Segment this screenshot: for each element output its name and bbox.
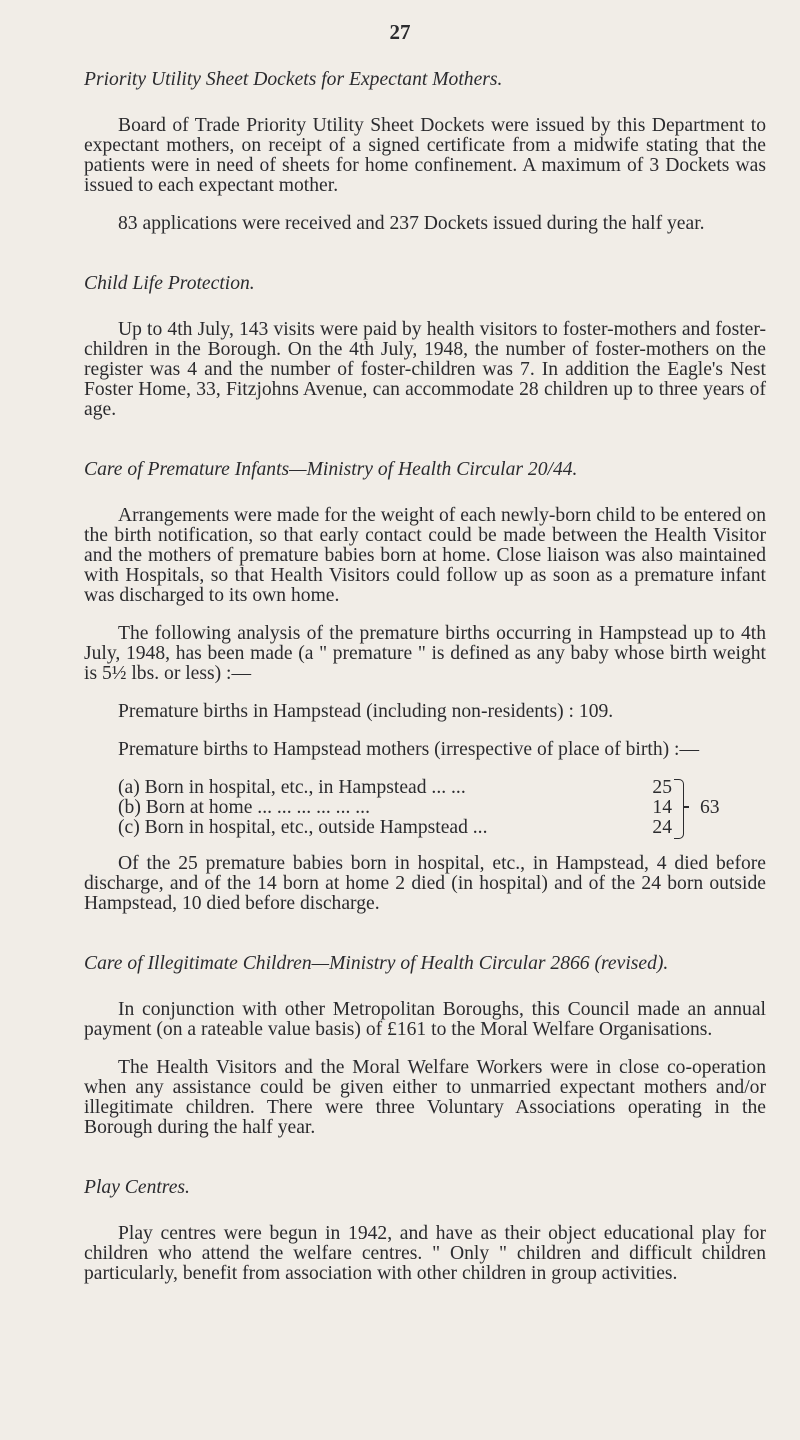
- paragraph: Premature births to Hampstead mothers (irrespective of place of birth) :—: [118, 739, 700, 760]
- list-item-value: 24: [652, 817, 672, 838]
- paragraph: The Health Visitors and the Moral Welfare Workers were in close co-operation when any assistance could be given either to unmarried expectant mothers and/or illegitimate children. There were three Voluntary Associations operating in the Borough during the half year.: [84, 1057, 766, 1138]
- list-item: [118, 798, 766, 818]
- list-item-label: (a) Born in hospital, etc., in Hampstead ... ...: [118, 777, 466, 798]
- list-item-label: (b) Born at home ... ... ... ... ... ...: [118, 797, 370, 818]
- paragraph: The following analysis of the premature births occurring in Hampstead up to 4th July, 1948, has been made (a " premature " is defined as any baby whose birth weight is 5½ lbs. or less) :—: [84, 623, 766, 684]
- premature-births-list: [118, 778, 766, 838]
- heading-premature: Care of Premature Infants—Ministry of Health Circular 20/44.: [84, 459, 578, 480]
- page-number: 27: [389, 20, 411, 44]
- page-content: [84, 70, 766, 1302]
- paragraph: Arrangements were made for the weight of each newly-born child to be entered on the birth notification, so that early contact could be made between the Health Visitor and the mothers of premature babies born at home. Close liaison was also maintained with Hospitals, so that Health Visitors could follow up as soon as a premature infant was discharged to its own home.: [84, 505, 766, 606]
- paragraph: Board of Trade Priority Utility Sheet Dockets were issued by this Department to expectant mothers, on receipt of a signed certificate from a midwife stating that the patients were in need of sheets for home confinement. A maximum of 3 Dockets was issued to each expectant mother.: [84, 115, 766, 196]
- list-item-label: (c) Born in hospital, etc., outside Hampstead ...: [118, 817, 488, 838]
- heading-child-life: Child Life Protection.: [84, 273, 255, 294]
- paragraph: Play centres were begun in 1942, and have as their object educational play for children who attend the welfare centres. " Only " children and difficult children particularly, benefit from association with other children in group activities.: [84, 1223, 766, 1284]
- heading-play-centres: Play Centres.: [84, 1177, 190, 1198]
- list-item: [118, 778, 766, 798]
- heading-dockets: Priority Utility Sheet Dockets for Expectant Mothers.: [84, 69, 503, 90]
- paragraph: Up to 4th July, 143 visits were paid by health visitors to foster-mothers and foster-children in the Borough. On the 4th July, 1948, the number of foster-mothers on the register was 4 and the number of foster-children was 7. In addition the Eagle's Nest Foster Home, 33, Fitzjohns Avenue, can accommodate 28 children up to three years of age.: [84, 319, 766, 420]
- list-item: [118, 818, 766, 838]
- list-total: 63: [700, 797, 720, 818]
- paragraph: 83 applications were received and 237 Dockets issued during the half year.: [118, 213, 705, 234]
- paragraph: Of the 25 premature babies born in hospital, etc., in Hampstead, 4 died before discharge, and of the 14 born at home 2 died (in hospital) and of the 24 born outside Hampstead, 10 died before discharge.: [84, 853, 766, 914]
- paragraph: Premature births in Hampstead (including non-residents) : 109.: [118, 701, 614, 722]
- grouping-brace: [674, 779, 684, 839]
- paragraph: In conjunction with other Metropolitan Boroughs, this Council made an annual payment (on a rateable value basis) of £161 to the Moral Welfare Organisations.: [84, 999, 766, 1040]
- list-item-value: 14: [652, 797, 672, 818]
- grouping-brace-tip: [683, 806, 689, 808]
- list-item-value: 25: [652, 777, 672, 798]
- heading-illegitimate: Care of Illegitimate Children—Ministry of Health Circular 2866 (revised).: [84, 953, 669, 974]
